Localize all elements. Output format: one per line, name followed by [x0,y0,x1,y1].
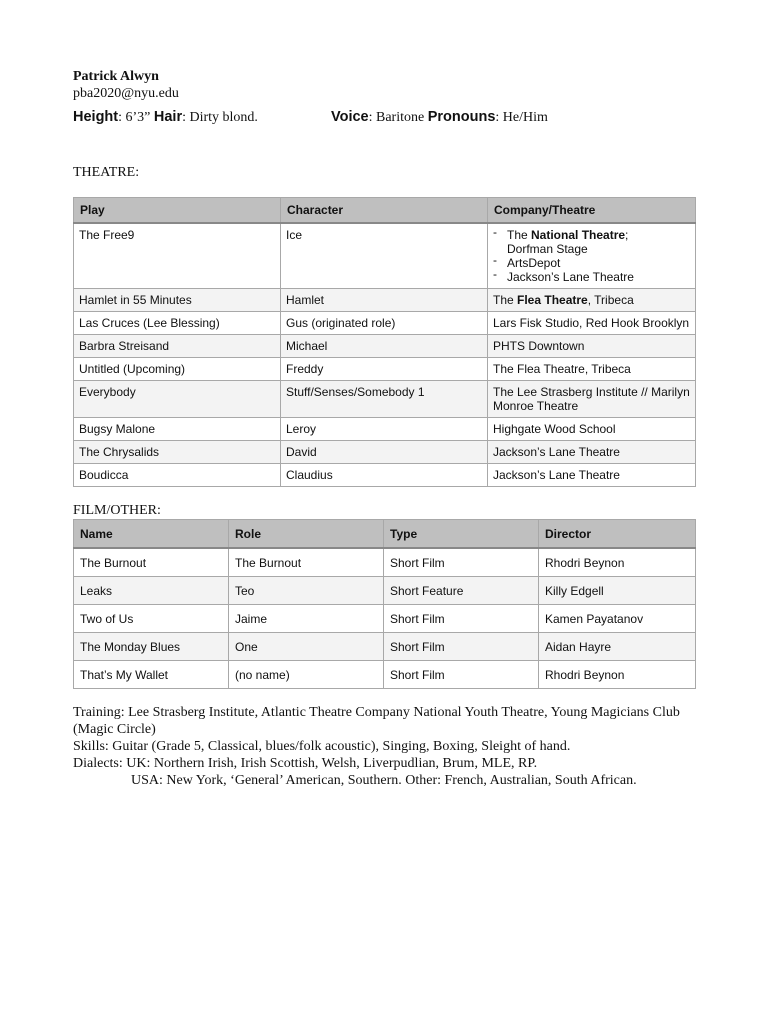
voice-value: : Baritone [368,110,425,125]
table-row [74,381,696,418]
character-cell: Ice [281,223,488,289]
company-cell: Jackson’s Lane Theatre [488,441,696,464]
additional-info [73,704,695,789]
voice-label: Voice [331,109,369,125]
company-cell: Jackson’s Lane Theatre [488,464,696,487]
type-cell: Short Feature [384,577,539,605]
company-cell: The Lee Strasberg Institute // Marilyn Monroe Theatre [488,381,696,418]
character-cell: Hamlet [281,289,488,312]
table-row [74,418,696,441]
actor-name: Patrick Alwyn [73,69,159,84]
type-cell: Short Film [384,633,539,661]
character-cell: Claudius [281,464,488,487]
theatre-table [73,197,696,487]
venue-item: - Jackson’s Lane Theatre [493,270,691,284]
role-cell: One [229,633,384,661]
height-label: Height [73,109,119,125]
character-cell: David [281,441,488,464]
play-cell: Bugsy Malone [74,418,281,441]
type-cell: Short Film [384,605,539,633]
play-cell: Untitled (Upcoming) [74,358,281,381]
play-cell: Boudicca [74,464,281,487]
skills-line: Skills: Guitar (Grade 5, Classical, blues/folk acoustic), Singing, Boxing, Sleight of hand. [73,739,571,754]
venue-list [493,228,691,284]
dialects-usa-line: USA: New York, ‘General’ American, Southern. Other: French, Australian, South African. [131,773,637,788]
dialects-uk-line: Dialects: UK: Northern Irish, Irish Scottish, Welsh, Liverpudlian, Brum, MLE, RP. [73,756,538,771]
column-header-play: Play [74,198,281,224]
director-cell: Rhodri Beynon [539,661,696,689]
column-header-type: Type [384,520,539,549]
pronouns-label: Pronouns [427,109,496,125]
venue-item: - ArtsDepot [493,256,691,270]
company-cell: Highgate Wood School [488,418,696,441]
character-cell: Stuff/Senses/Somebody 1 [281,381,488,418]
column-header-company: Company/Theatre [488,198,696,224]
table-row [74,358,696,381]
table-row [74,464,696,487]
table-row [74,223,696,289]
name-cell: The Burnout [74,548,229,577]
column-header-character: Character [281,198,488,224]
type-cell: Short Film [384,661,539,689]
company-cell [488,223,696,289]
role-cell: Jaime [229,605,384,633]
role-cell: Teo [229,577,384,605]
company-cell: Lars Fisk Studio, Red Hook Brooklyn [488,312,696,335]
venue-item: - The National Theatre; Dorfman Stage [493,228,691,256]
column-header-director: Director [539,520,696,549]
director-cell: Aidan Hayre [539,633,696,661]
company-cell: PHTS Downtown [488,335,696,358]
hair-info [154,110,258,125]
resume-page [73,68,695,789]
table-row [74,577,696,605]
hair-label: Hair [153,109,183,125]
type-cell: Short Film [384,548,539,577]
name-cell: That’s My Wallet [74,661,229,689]
character-cell: Gus (originated role) [281,312,488,335]
director-cell: Killy Edgell [539,577,696,605]
actor-email: pba2020@nyu.edu [73,86,179,101]
director-cell: Kamen Payatanov [539,605,696,633]
character-cell: Leroy [281,418,488,441]
name-cell: Two of Us [74,605,229,633]
play-cell: The Free9 [74,223,281,289]
character-cell: Michael [281,335,488,358]
table-row [74,312,696,335]
theatre-header-row [74,198,696,224]
director-cell: Rhodri Beynon [539,548,696,577]
company-cell: The Flea Theatre, Tribeca [488,358,696,381]
play-cell: Las Cruces (Lee Blessing) [74,312,281,335]
name-cell: The Monday Blues [74,633,229,661]
column-header-role: Role [229,520,384,549]
table-row [74,548,696,577]
height-info [73,110,150,125]
name-cell: Leaks [74,577,229,605]
table-row [74,441,696,464]
play-cell: Barbra Streisand [74,335,281,358]
hair-value: : Dirty blond. [182,110,258,125]
table-row [74,605,696,633]
table-row [74,661,696,689]
theatre-section-title: THEATRE: [73,165,140,180]
voice-pronouns-info [331,109,548,126]
play-cell: Hamlet in 55 Minutes [74,289,281,312]
height-value: : 6’3” [118,110,151,125]
role-cell: The Burnout [229,548,384,577]
character-cell: Freddy [281,358,488,381]
role-cell: (no name) [229,661,384,689]
film-section-title: FILM/OTHER: [73,503,161,518]
table-row [74,289,696,312]
film-header-row [74,520,696,549]
stats-line [73,109,695,127]
table-row [74,335,696,358]
column-header-name: Name [74,520,229,549]
play-cell: Everybody [74,381,281,418]
training-line: Training: Lee Strasberg Institute, Atlantic Theatre Company National Youth Theatre, Young Magicians Club (Magic Circle) [73,705,680,737]
play-cell: The Chrysalids [74,441,281,464]
table-row [74,633,696,661]
pronouns-value: : He/Him [495,110,548,125]
film-table [73,519,696,689]
company-cell: The Flea Theatre, Tribeca [488,289,696,312]
